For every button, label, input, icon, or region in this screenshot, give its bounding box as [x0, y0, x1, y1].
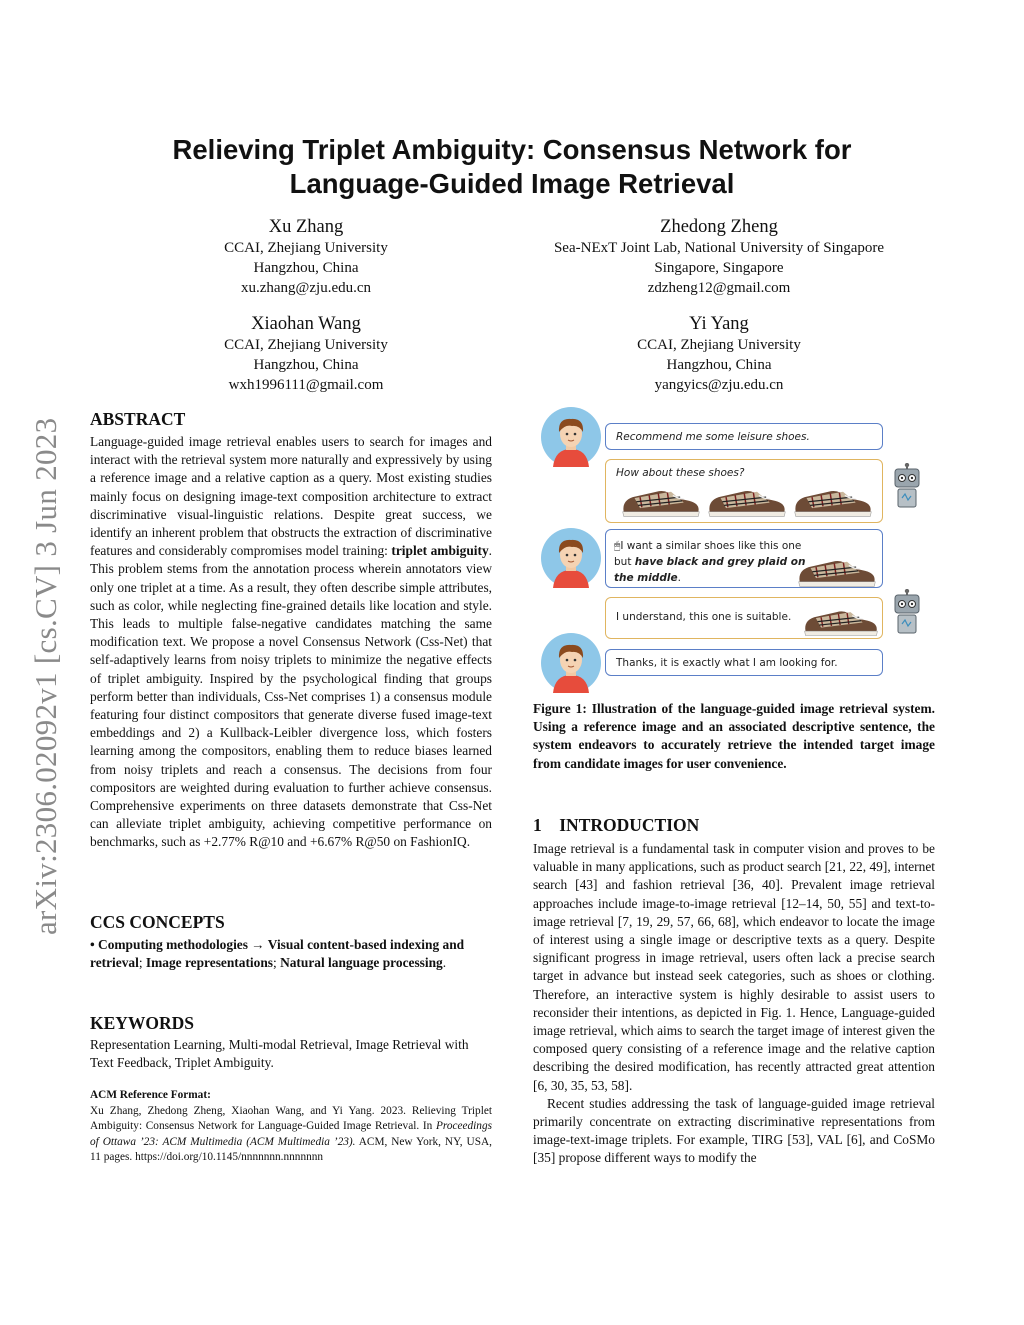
reference-venue: Proceedings of Ottawa ’23: ACM Multimedia (ACM Multimedia ’23).	[90, 1120, 492, 1148]
ccs-concepts	[90, 936, 492, 972]
message-text-italic: How about these shoes?	[616, 467, 745, 479]
user-message-bubble	[605, 649, 883, 676]
reference-text-part: Xu Zhang, Zhedong Zheng, Xiaohan Wang, and Yi Yang. 2023. Relieving Triplet Ambiguity: Consensus Network for Language-Guided Image Retrieval. In	[90, 1105, 492, 1133]
author-block	[150, 216, 462, 298]
ccs-concept: Natural language processing	[280, 955, 443, 971]
author-email: yangyics@zju.edu.cn	[654, 377, 784, 393]
message-text: I understand, this one is suitable.	[616, 611, 792, 623]
user-avatar-icon	[541, 633, 601, 693]
ccs-concept: Image representations	[145, 955, 273, 971]
message-text-emphasis: have	[634, 556, 664, 568]
ccs-separator: ;	[138, 955, 146, 971]
author-block	[505, 216, 933, 298]
author-email: xu.zhang@zju.edu.cn	[240, 280, 372, 296]
abstract-bold-term: triplet ambiguity	[391, 543, 489, 559]
author-name: Zhedong Zheng	[660, 217, 778, 237]
message-text: Thanks, it is exactly what I am looking for.	[616, 657, 838, 669]
introduction-paragraph: Recent studies addressing the task of language-guided image retrieval primarily concentrate on extracting discriminative representations from image-text-image triplets. For example, TIRG [53], VAL [6], and CoSMo [35] propose different ways to modify the	[533, 1095, 935, 1166]
author-email: wxh1996111@gmail.com	[228, 377, 384, 393]
system-message-bubble	[605, 459, 883, 523]
author-location: Hangzhou, China	[666, 357, 772, 373]
message-text-italic: Recommend me some leisure shoes.	[616, 431, 810, 443]
ccs-heading: CCS CONCEPTS	[90, 912, 225, 932]
message-text	[616, 431, 810, 443]
author-name: Xiaohan Wang	[251, 314, 361, 334]
title-line-2: Language-Guided Image Retrieval	[289, 168, 735, 199]
system-result-bubble	[605, 597, 883, 639]
abstract-heading: ABSTRACT	[90, 409, 186, 429]
user-avatar-icon	[541, 528, 601, 588]
paper-title	[112, 133, 912, 201]
author-location: Hangzhou, China	[253, 357, 359, 373]
author-affiliation: Sea-NExT Joint Lab, National University of Singapore	[553, 240, 885, 256]
introduction-heading: 1 INTRODUCTION	[533, 815, 700, 835]
reference-text-part: ACM, New York, NY, USA, 11 pages. https://doi.org/10.1145/nnnnnnn.nnnnnnn	[90, 1135, 492, 1163]
arxiv-identifier-stamp: arXiv:2306.02092v1 [cs.CV] 3 Jun 2023	[28, 417, 63, 935]
user-avatar-icon	[541, 407, 601, 467]
figure-1-illustration	[533, 405, 935, 687]
author-block	[150, 313, 462, 395]
figure-caption: Figure 1: Illustration of the language-guided image retrieval system. Using a reference image and an associated descriptive sentence, the system endeavors to accurately retrieve the intended target image from candidate images for user convenience.	[533, 701, 935, 771]
keywords-text: Representation Learning, Multi-modal Retrieval, Image Retrieval with Text Feedback, Triplet Ambiguity.	[90, 1037, 469, 1071]
author-location: Hangzhou, China	[253, 260, 359, 276]
candidate-shoe-image	[620, 480, 702, 518]
introduction-text	[533, 840, 935, 1168]
acm-reference-text	[90, 1104, 492, 1165]
author-location: Singapore, Singapore	[654, 260, 784, 276]
reference-shoe-image	[796, 550, 878, 588]
message-text	[616, 467, 744, 479]
abstract-text-part: Language-guided image retrieval enables users to search for images and interact with the retrieval system more naturally and expressively by using a reference image and a relative caption as a query. Most existing studies mainly focus on designing image-text composition architecture to extract discriminative visual-linguistic relations. Despite great success, we identify an inherent problem that obstructs the extraction of discriminative features and considerably compromises model training:	[90, 434, 492, 559]
author-affiliation: CCAI, Zhejiang University	[224, 240, 388, 256]
abstract-text-part: . This problem stems from the annotation process wherein annotators view only one triplet at a time. As a result, they often describe simple attributes, such as color, while neglecting fine-grained details like location and style. This leads to multiple false-negative candidates matching the same modification text. We propose a novel Consensus Network (Css-Net) that self-adaptively learns from noisy triplets to minimize the negative effects of triplet ambiguity. Inspired by the psychological finding that groups perform better than individuals, Css-Net comprises 1) a consensus module featuring four distinct compositors that generate diverse fused image-text embeddings and 2) a Kullback-Leibler divergence loss, which fosters learning among the compositors, enabling them to reduce biases learned from noisy triplets and reach a consensus. The decisions from four compositors are weighted during evaluation to further achieve consensus. Comprehensive experiments on three datasets demonstrate that Css-Net can alleviate triplet ambiguity, achieving competitive performance on benchmarks, such as +2.77% R@10 and +6.67% R@50 on FashionIQ.	[90, 543, 492, 850]
author-name: Yi Yang	[689, 314, 749, 334]
title-line-1: Relieving Triplet Ambiguity: Consensus Network for	[172, 134, 852, 165]
author-affiliation: CCAI, Zhejiang University	[637, 337, 801, 353]
message-text-part: I want a similar shoes like this one but	[614, 540, 802, 568]
keywords-heading: KEYWORDS	[90, 1013, 195, 1033]
candidate-shoe-image	[706, 480, 788, 518]
robot-assistant-icon	[894, 589, 920, 635]
target-shoe-image	[802, 600, 880, 638]
ccs-concept: • Computing methodologies → Visual content-based indexing and retrieval	[90, 937, 465, 971]
message-text-emphasis: black and grey plaid on the middle	[614, 556, 806, 584]
message-text	[614, 538, 810, 586]
candidate-shoe-image	[792, 480, 874, 518]
mouse-icon: 🖱	[614, 540, 621, 552]
message-text-part: .	[677, 572, 681, 584]
introduction-paragraph: Image retrieval is a fundamental task in computer vision and proves to be valuable in many applications, such as product search [21, 22, 49], internet search [43] and fashion retrieval [36, 40]. Prevalent image retrieval approaches include image-to-image retrieval [12–14, 50, 55] and text-to-image retrieval [7, 19, 29, 57, 66, 68], which endeavor to locate the image of interest using a single image or descriptive texts as a query. Despite significant progress in image retrieval, users often lack a precise search target in advance but instead seek categories, such as shoes or clothing. Therefore, an interactive system is highly desirable to assist users to reconsider their intentions, as depicted in Fig. 1. Hence, Language-guided image retrieval, which aims to search the target image of interest given the composed query consisting of a reference image and the relative caption describing the desired modification, has recently attracted great attention [6, 30, 35, 53, 58].	[533, 841, 935, 1093]
abstract-text	[90, 433, 492, 852]
author-block	[505, 313, 933, 395]
user-message-bubble	[605, 423, 883, 450]
acm-reference-heading: ACM Reference Format:	[90, 1089, 211, 1101]
author-name: Xu Zhang	[268, 217, 344, 237]
author-affiliation: CCAI, Zhejiang University	[224, 337, 388, 353]
author-email: zdzheng12@gmail.com	[647, 280, 791, 296]
user-feedback-bubble	[605, 529, 883, 588]
ccs-end: .	[442, 955, 447, 971]
ccs-separator: ;	[272, 955, 281, 971]
robot-assistant-icon	[894, 463, 920, 509]
